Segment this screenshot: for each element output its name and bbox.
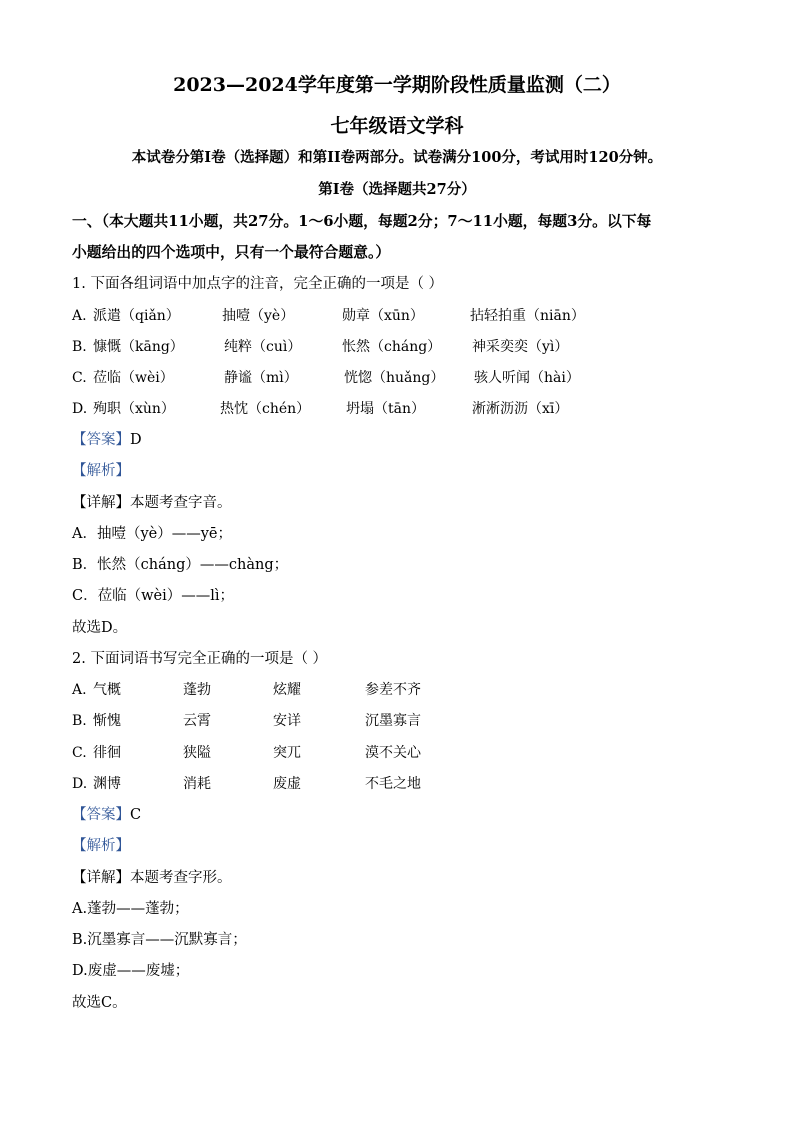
option-word: 神采奕奕（yì） xyxy=(472,339,569,355)
question-2-conclusion: 故选C。 xyxy=(72,995,127,1011)
volume-heading: 第Ⅰ卷（选择题共27分） xyxy=(318,181,476,198)
answer-value: C xyxy=(130,807,142,823)
page-subtitle: 七年级语文学科 xyxy=(330,115,464,137)
option-letter: C. xyxy=(72,745,87,761)
option-word: 狭隘 xyxy=(183,745,211,761)
option-word: 坍塌（tān） xyxy=(346,401,425,417)
question-2-note-a: A.蓬勃——蓬勃； xyxy=(72,901,189,917)
option-word: 渊博 xyxy=(93,776,121,792)
section-heading-line2: 小题给出的四个选项中，只有一个最符合题意。） xyxy=(72,244,391,261)
detail-tag: 【详解】 xyxy=(72,495,130,511)
option-word: 徘徊 xyxy=(93,745,121,761)
answer-value: D xyxy=(130,432,142,448)
option-word: 热忱（chén） xyxy=(220,401,311,417)
option-word: 废虚 xyxy=(273,776,301,792)
option-word: 蓬勃 xyxy=(183,682,211,698)
option-word: 莅临（wèi） xyxy=(93,370,174,386)
question-2-answer xyxy=(72,805,141,825)
exam-instructions: 本试卷分第Ⅰ卷（选择题）和第II卷两部分。试卷满分100分，考试用时120分钟。 xyxy=(131,149,663,166)
question-1-analysis-tag: 【解析】 xyxy=(72,463,130,479)
question-1-answer xyxy=(72,430,142,450)
option-word: 气概 xyxy=(93,682,121,698)
option-letter: D. xyxy=(72,776,88,792)
option-letter: A. xyxy=(72,682,87,698)
option-word: 安详 xyxy=(273,713,301,729)
option-word: 抽噎（yè） xyxy=(222,308,295,324)
option-word: 惭愧 xyxy=(93,713,121,729)
page-title: 2023—2024学年度第一学期阶段性质量监测（二） xyxy=(173,74,621,96)
question-2-note-b: B.沉墨寡言——沉默寡言； xyxy=(72,932,247,948)
question-1-stem: 1. 下面各组词语中加点字的注音，完全正确的一项是（ ） xyxy=(72,276,444,292)
option-word: 消耗 xyxy=(183,776,211,792)
option-letter: D. xyxy=(72,401,88,417)
option-letter: C. xyxy=(72,370,87,386)
answer-tag: 【答案】 xyxy=(72,432,130,448)
option-word: 恍惚（huǎng） xyxy=(344,370,445,386)
section-heading-line1: 一、（本大题共11小题，共27分。1～6小题，每题2分；7～11小题，每题3分。以下每 xyxy=(72,213,652,230)
answer-tag: 【答案】 xyxy=(72,807,130,823)
question-1-conclusion: 故选D。 xyxy=(72,620,128,636)
detail-text: 本题考查字音。 xyxy=(130,495,232,511)
option-word: 参差不齐 xyxy=(365,682,421,698)
option-letter: A. xyxy=(72,308,87,324)
question-1-note-c: C．莅临（wèi）——lì； xyxy=(72,588,234,604)
option-word: 殉职（xùn） xyxy=(93,401,175,417)
question-1-detail xyxy=(72,493,232,513)
option-word: 炫耀 xyxy=(273,682,301,698)
question-1-note-b: B．怅然（cháng）——chàng； xyxy=(72,557,289,573)
option-letter: B. xyxy=(72,339,87,355)
option-word: 派遣（qiǎn） xyxy=(93,308,180,324)
option-word: 骇人听闻（hài） xyxy=(474,370,580,386)
option-word: 淅淅沥沥（xī） xyxy=(472,401,569,417)
option-word: 勋章（xūn） xyxy=(342,308,424,324)
option-word: 不毛之地 xyxy=(365,776,421,792)
option-word: 纯粹（cuì） xyxy=(224,339,302,355)
question-1-note-a: A．抽噎（yè）——yē； xyxy=(72,526,233,542)
option-word: 静谧（mì） xyxy=(224,370,298,386)
question-2-note-d: D.废虚——废墟； xyxy=(72,963,190,979)
detail-text: 本题考查字形。 xyxy=(130,870,232,886)
option-letter: B. xyxy=(72,713,87,729)
option-word: 怅然（cháng） xyxy=(342,339,442,355)
question-2-detail xyxy=(72,868,232,888)
question-2-stem: 2. 下面词语书写完全正确的一项是（ ） xyxy=(72,651,328,667)
option-word: 云霄 xyxy=(183,713,211,729)
option-word: 漠不关心 xyxy=(365,745,421,761)
option-word: 拈轻拍重（niān） xyxy=(470,308,585,324)
question-2-analysis-tag: 【解析】 xyxy=(72,838,130,854)
option-word: 慷慨（kāng） xyxy=(93,339,184,355)
option-word: 沉墨寡言 xyxy=(365,713,421,729)
option-word: 突兀 xyxy=(273,745,301,761)
detail-tag: 【详解】 xyxy=(72,870,130,886)
